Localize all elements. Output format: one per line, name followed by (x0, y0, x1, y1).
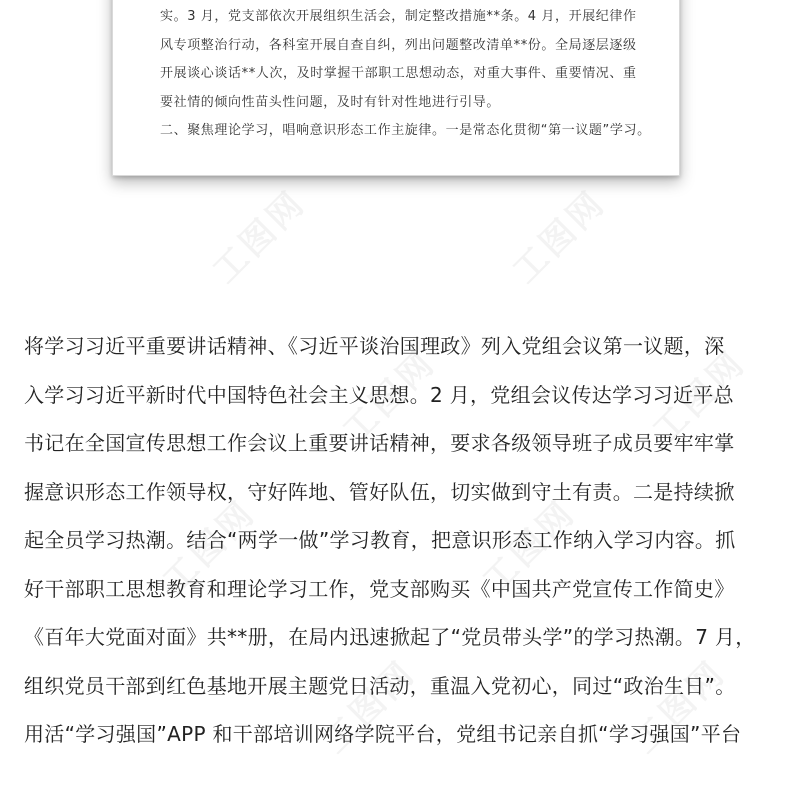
article-line: 组织党员干部到红色基地开展主题党日活动，重温入党初心，同过“政治生日”。 (24, 673, 736, 698)
watermark: 工图网 (505, 182, 614, 292)
article-body (24, 322, 784, 759)
article-line: 书记在全国宣传思想工作会议上重要讲话精神，要求各级领导班子成员要牢牢掌 (24, 431, 735, 455)
article-line: 用活“学习强国”APP 和干部培训网络学院平台，党组书记亲自抓“学习强国”平台 (24, 722, 742, 746)
page-preview-text (160, 3, 650, 146)
article-line: 入学习习近平新时代中国特色社会主义思想。2 月，党组会议传达学习习近平总 (24, 382, 734, 407)
watermark: 工图网 (205, 182, 314, 292)
watermark: 工图网 (335, 342, 444, 452)
watermark: 工图网 (155, 492, 264, 602)
preview-line: 开展谈心谈话**人次，及时掌握干部职工思想动态，对重大事件、重要情况、重 (160, 66, 637, 81)
preview-line: 实。3 月，党支部依次开展组织生活会，制定整改措施**条。4 月，开展纪律作 (160, 9, 637, 24)
preview-line: 要社情的倾向性苗头性问题，及时有针对性地进行引导。 (160, 94, 501, 110)
article-line: 《百年大党面对面》共**册，在局内迅速掀起了“党员带头学”的学习热潮。7 月， (24, 625, 756, 649)
preview-line: 二、聚焦理论学习，唱响意识形态工作主旋律。一是常态化贯彻“第一议题”学习。 (160, 123, 651, 138)
article-line: 将学习习近平重要讲话精神、《习近平谈治国理政》列入党组会议第一议题，深 (24, 334, 725, 358)
preview-line: 风专项整治行动，各科室开展自查自纠，列出问题整改清单**份。全局逐层逐级 (160, 37, 637, 53)
watermark: 工图网 (315, 652, 424, 762)
article-line: 好干部职工思想教育和理论学习工作，党支部购买《中国共产党宣传工作简史》 (24, 576, 735, 601)
watermark: 工图网 (475, 492, 584, 602)
article-line: 起全员学习热潮。结合“两学一做”学习教育，把意识形态工作纳入学习内容。抓 (24, 528, 736, 552)
watermark: 工图网 (625, 652, 734, 762)
article-line: 握意识形态工作领导权，守好阵地、管好队伍，切实做到守土有责。二是持续掀 (24, 479, 735, 504)
watermark: 工图网 (645, 342, 754, 452)
page-preview-card (112, 0, 680, 176)
